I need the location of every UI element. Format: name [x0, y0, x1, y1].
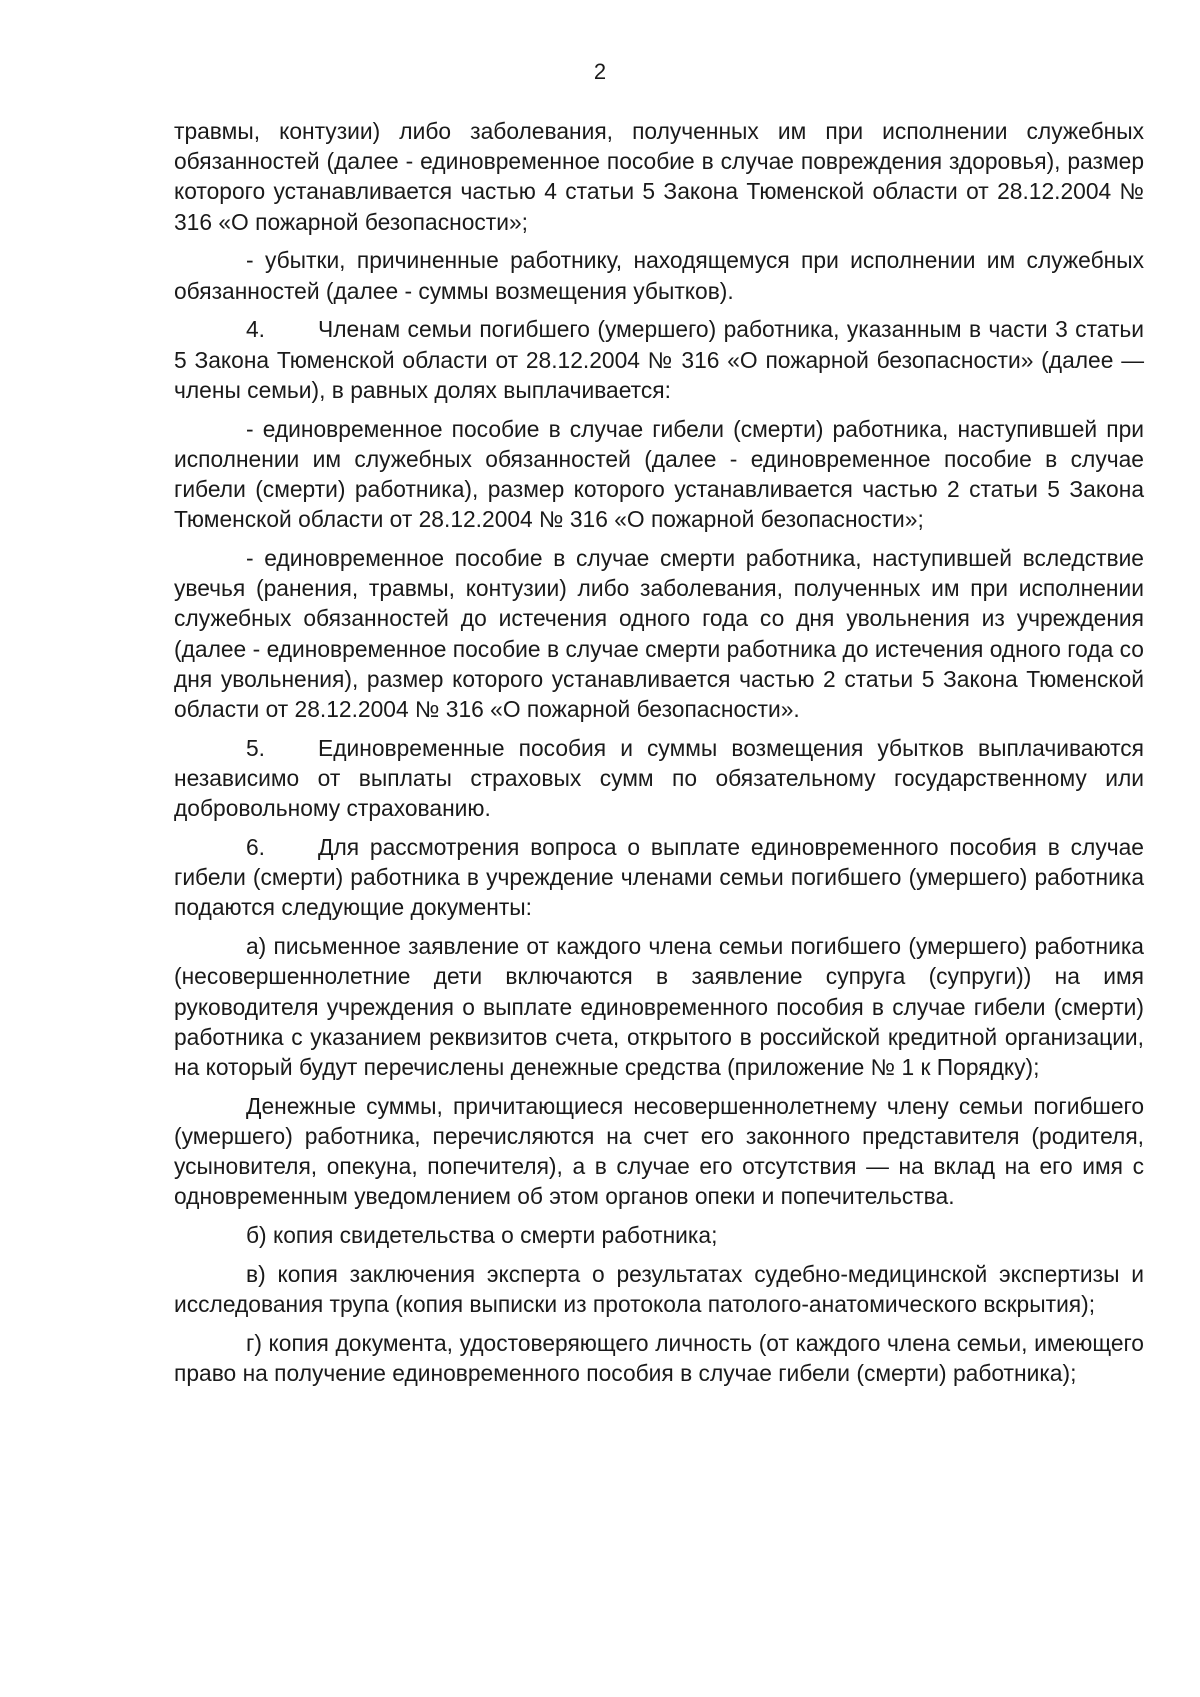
paragraph-number: 6. — [246, 834, 266, 861]
paragraph-text: - единовременное пособие в случае гибели (смерти) работника, наступившей при исполнении им служебных обязанностей (далее - единовременное пособие в случае гибели (смерти) работника), размер которого устанавливается частью 2 статьи 5 Закона Тюменской области от 28.12.2004 № 316 «О пожарной безопасности»; — [174, 415, 1144, 533]
paragraph-5 — [174, 543, 1144, 724]
paragraph-text: - единовременное пособие в случае смерти работника, наступившей вследствие увечья (ранения, травмы, контузии) либо заболевания, полученных им при исполнении служебных обязанностей до истечения одного года со дня увольнения из учреждения (далее - единовременное пособие в случае смерти работника до истечения одного года со дня увольнения), размер которого устанавливается частью 2 статьи 5 Закона Тюменской области от 28.12.2004 № 316 «О пожарной безопасности». — [174, 545, 1144, 723]
paragraph-7 — [174, 832, 1144, 923]
paragraph-number: 5. — [246, 734, 266, 761]
paragraph-2 — [174, 245, 1144, 305]
paragraph-text: б) копия свидетельства о смерти работника; — [246, 1222, 718, 1249]
paragraph-1 — [174, 116, 1144, 237]
paragraph-9 — [174, 1091, 1144, 1212]
paragraph-12 — [174, 1328, 1144, 1388]
paragraph-text: в) копия заключения эксперта о результатах судебно-медицинской экспертизы и исследования трупа (копия выписки из протокола патолого-анатомического вскрытия); — [174, 1261, 1144, 1318]
paragraph-text: Членам семьи погибшего (умершего) работника, указанным в части 3 статьи 5 Закона Тюменской области от 28.12.2004 № 316 «О пожарной безопасности» (далее — члены семьи), в равных долях выплачивается: — [174, 316, 1144, 403]
page-number: 2 — [593, 59, 607, 84]
paragraph-text: Денежные суммы, причитающиеся несовершеннолетнему члену семьи погибшего (умершего) работника, перечисляются на счет его законного представителя (родителя, усыновителя, опекуна, попечителя), а в случае его отсутствия — на вклад на его имя с одновременным уведомлением об этом органов опеки и попечительства. — [174, 1092, 1144, 1210]
paragraph-text: Единовременные пособия и суммы возмещения убытков выплачиваются независимо от выплаты страховых сумм по обязательному государственному или добровольному страхованию. — [174, 734, 1144, 822]
paragraph-10 — [174, 1220, 1144, 1250]
paragraph-4 — [174, 414, 1144, 535]
paragraph-text: а) письменное заявление от каждого члена семьи погибшего (умершего) работника (несовершеннолетние дети включаются в заявление супруга (супруги)) на имя руководителя учреждения о выплате единовременного пособия в случае гибели (смерти) работника с указанием реквизитов счета, открытого в российской кредитной организации, на который будут перечислены денежные средства (приложение № 1 к Порядку); — [174, 933, 1144, 1081]
paragraph-3 — [174, 314, 1144, 405]
document-body — [174, 116, 1144, 1397]
paragraph-text: г) копия документа, удостоверяющего личность (от каждого члена семьи, имеющего право на получение единовременного пособия в случае гибели (смерти) работника); — [174, 1330, 1144, 1387]
paragraph-text: - убытки, причиненные работнику, находящемуся при исполнении им служебных обязанностей (далее - суммы возмещения убытков). — [174, 247, 1144, 304]
paragraph-text: Для рассмотрения вопроса о выплате единовременного пособия в случае гибели (смерти) работника в учреждение членами семьи погибшего (умершего) работника подаются следующие документы: — [174, 834, 1144, 921]
paragraph-8 — [174, 931, 1144, 1082]
paragraph-6 — [174, 733, 1144, 824]
paragraph-text: травмы, контузии) либо заболевания, полученных им при исполнении служебных обязанностей (далее - единовременное пособие в случае повреждения здоровья), размер которого устанавливается частью 4 статьи 5 Закона Тюменской области от 28.12.2004 № 316 «О пожарной безопасности»; — [174, 118, 1144, 235]
paragraph-11 — [174, 1259, 1144, 1319]
paragraph-number: 4. — [246, 316, 266, 343]
